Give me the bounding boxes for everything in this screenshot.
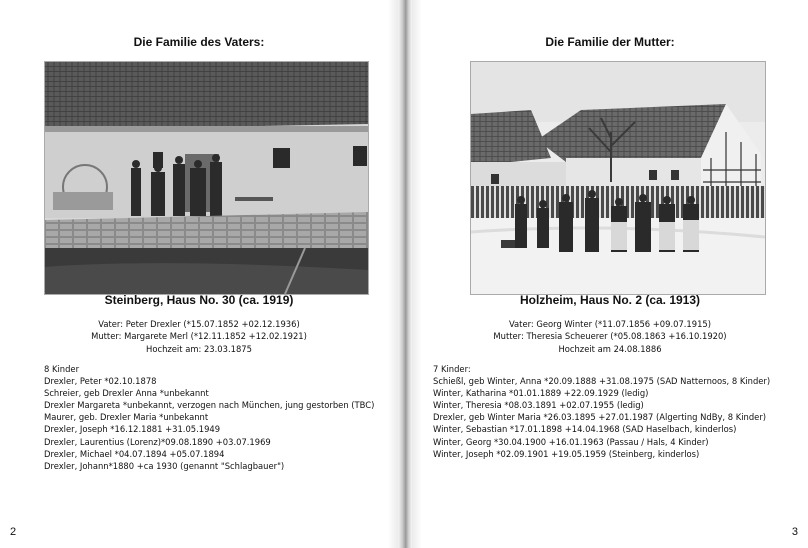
left-page-heading: Die Familie des Vaters:: [133, 35, 265, 49]
list-item: Drexler, Laurentius (Lorenz)*09.08.1890 +03.07.1969: [44, 436, 271, 447]
left-page: [0, 0, 398, 548]
list-item: Drexler Margareta *unbekannt, verzogen nach München, jung gestorben (TBC): [44, 400, 375, 411]
left-wedding-line: Hochzeit am: 23.03.1875: [146, 343, 252, 354]
book-gutter: [398, 0, 412, 548]
list-item: Drexler, Michael *04.07.1894 +05.07.1894: [44, 448, 225, 459]
list-item: Winter, Katharina *01.01.1889 +22.09.1929 (ledig): [433, 388, 649, 399]
list-item: Winter, Theresia *08.03.1891 +02.07.1955 (ledig): [433, 400, 644, 411]
photo-holzheim-house: [470, 61, 766, 295]
left-parents-info: [0, 318, 398, 355]
page-number-left: 2: [10, 526, 17, 538]
list-item: Drexler, geb Winter Maria *26.03.1895 +27.01.1987 (Algerting NdBy, 8 Kinder): [433, 412, 767, 423]
right-page-heading: Die Familie der Mutter:: [545, 35, 675, 49]
right-wedding-line: Hochzeit am 24.08.1886: [558, 343, 662, 354]
right-parents-info: [412, 318, 808, 355]
right-mother-line: Mutter: Theresia Scheuerer (*05.08.1863 +16.10.1920): [493, 331, 727, 342]
right-page: [412, 0, 808, 548]
list-item: Schießl, geb Winter, Anna *20.09.1888 +31.08.1975 (SAD Natternoos, 8 Kinder): [433, 376, 771, 387]
left-mother-line: Mutter: Margarete Merl (*12.11.1852 +12.02.1921): [91, 331, 307, 342]
list-item: Drexler, Peter *02.10.1878: [44, 376, 157, 387]
list-item: Winter, Joseph *02.09.1901 +19.05.1959 (Steinberg, kinderlos): [433, 448, 700, 459]
left-children-title: 8 Kinder: [44, 364, 80, 374]
list-item: Winter, Sebastian *17.01.1898 +14.04.1968 (SAD Haselbach, kinderlos): [433, 424, 737, 435]
list-item: Maurer, geb. Drexler Maria *unbekannt: [44, 412, 209, 423]
left-photo-caption: Steinberg, Haus No. 30 (ca. 1919): [104, 293, 294, 307]
list-item: Winter, Georg *30.04.1900 +16.01.1963 (Passau / Hals, 4 Kinder): [433, 436, 709, 447]
photo-steinberg-house: [44, 61, 369, 295]
right-father-line: Vater: Georg Winter (*11.07.1856 +09.07.1915): [508, 319, 712, 329]
right-children-title: 7 Kinder:: [433, 364, 471, 374]
page-number-right: 3: [791, 526, 798, 538]
list-item: Schreier, geb Drexler Anna *unbekannt: [44, 388, 209, 399]
list-item: Drexler, Johann*1880 +ca 1930 (genannt "Schlagbauer"): [44, 460, 285, 471]
right-children-list: [433, 363, 770, 460]
left-father-line: Vater: Peter Drexler (*15.07.1852 +02.12.1936): [98, 319, 300, 329]
left-children-list: [44, 363, 374, 472]
right-photo-caption: Holzheim, Haus No. 2 (ca. 1913): [519, 293, 701, 307]
list-item: Drexler, Joseph *16.12.1881 +31.05.1949: [44, 424, 221, 435]
